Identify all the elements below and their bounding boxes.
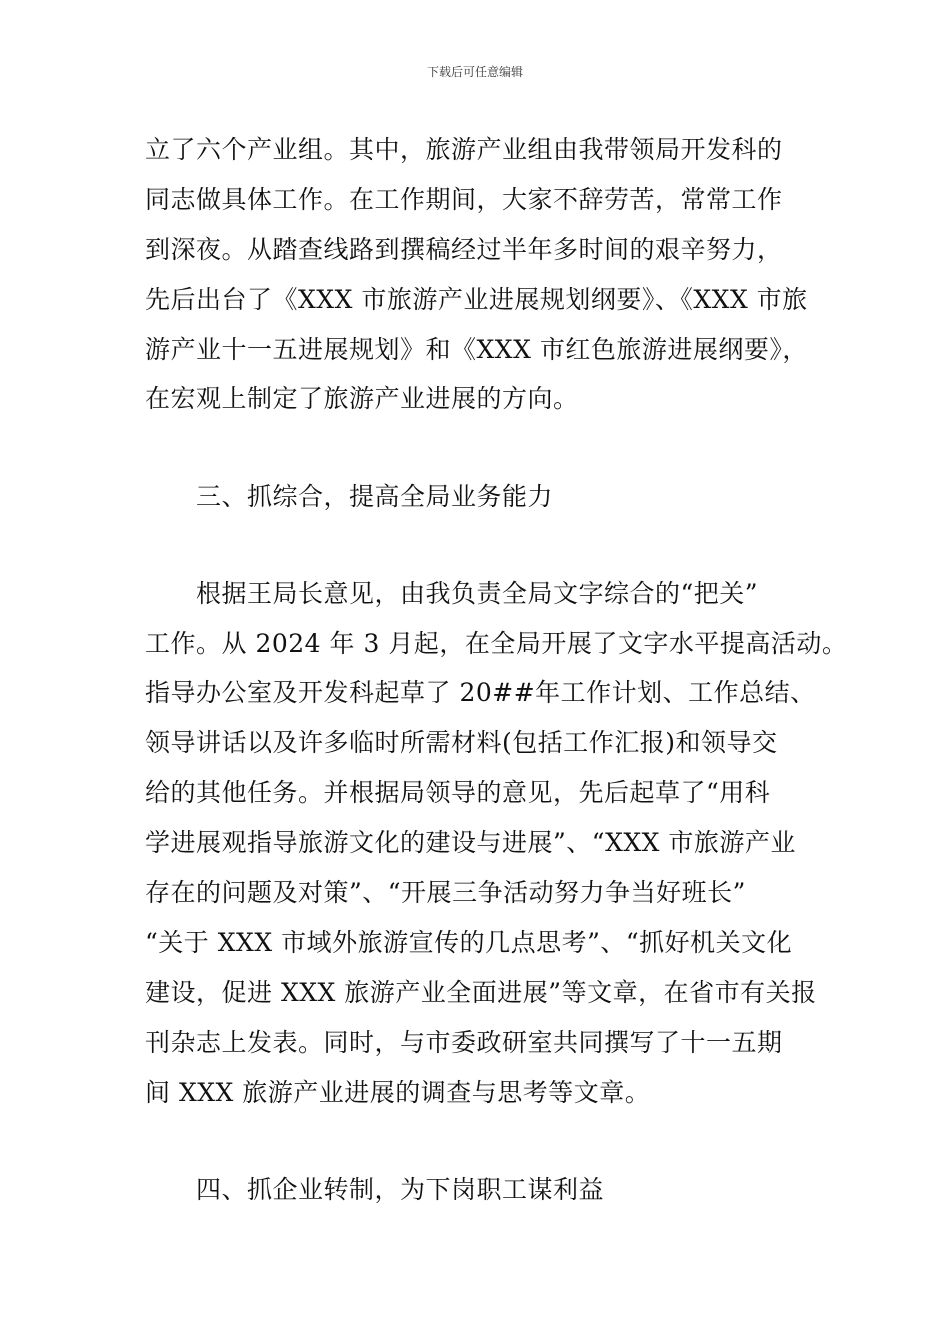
text-line: 同志做具体工作。在工作期间，大家不辞劳苦，常常工作 (145, 185, 783, 214)
section-heading-4: 四、抓企业转制，为下岗职工谋利益 (196, 1175, 605, 1204)
text-line: 给的其他任务。并根据局领导的意见，先后起草了“用科 (145, 778, 771, 807)
text-line: “关于 XXX 市域外旅游宣传的几点思考”、“抓好机关文化 (145, 928, 793, 957)
text-line: 在宏观上制定了旅游产业进展的方向。 (145, 384, 579, 413)
text-line: 间 XXX 旅游产业进展的调查与思考等文章。 (145, 1078, 651, 1107)
text-line: 学进展观指导旅游文化的建设与进展”、“XXX 市旅游产业 (145, 828, 796, 857)
page-header-note: 下载后可任意编辑 (426, 65, 523, 79)
text-line: 根据王局长意见，由我负责全局文字综合的“把关” (196, 579, 759, 608)
text-line: 到深夜。从踏查线路到撰稿经过半年多时间的艰辛努力， (145, 235, 783, 264)
text-line: 先后出台了《XXX 市旅游产业进展规划纲要》、《XXX 市旅 (145, 285, 808, 314)
section-heading-3: 三、抓综合，提高全局业务能力 (196, 482, 554, 511)
text-line: 游产业十一五进展规划》和《XXX 市红色旅游进展纲要》， (145, 335, 808, 364)
text-line: 指导办公室及开发科起草了 20##年工作计划、工作总结、 (145, 678, 816, 707)
text-line: 刊杂志上发表。同时，与市委政研室共同撰写了十一五期 (145, 1028, 783, 1057)
text-line: 立了六个产业组。其中，旅游产业组由我带领局开发科的 (145, 135, 783, 164)
text-line: 工作。从 2024 年 3 月起，在全局开展了文字水平提高活动。 (145, 629, 848, 658)
text-line: 存在的问题及对策”、“开展三争活动努力争当好班长” (145, 878, 746, 907)
text-line: 领导讲话以及许多临时所需材料(包括工作汇报)和领导交 (145, 728, 778, 757)
text-line: 建设，促进 XXX 旅游产业全面进展”等文章，在省市有关报 (145, 978, 817, 1007)
